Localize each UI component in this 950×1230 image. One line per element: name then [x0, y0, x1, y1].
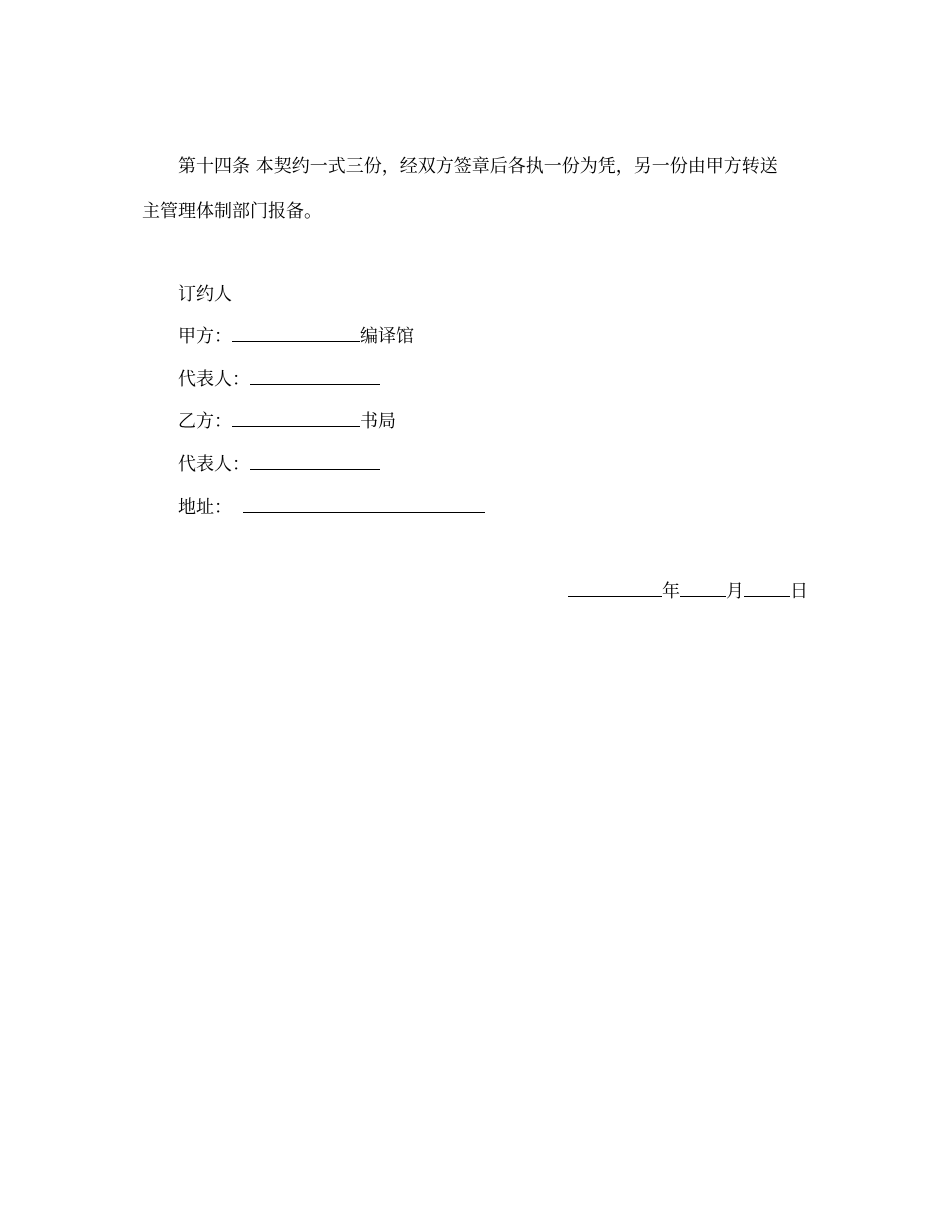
- party-b-label: 乙方：: [178, 411, 232, 432]
- signatories-heading: 订约人: [178, 284, 232, 305]
- year-label: 年: [662, 581, 680, 602]
- month-blank[interactable]: [680, 580, 726, 597]
- year-blank[interactable]: [568, 580, 662, 597]
- rep-b-label: 代表人：: [178, 454, 250, 475]
- rep-a-label: 代表人：: [178, 369, 250, 390]
- month-label: 月: [726, 581, 744, 602]
- rep-b-row: [178, 453, 380, 477]
- address-blank[interactable]: [243, 496, 485, 513]
- party-a-label: 甲方：: [178, 326, 232, 347]
- party-b-blank[interactable]: [232, 410, 360, 427]
- day-label: 日: [790, 581, 808, 602]
- party-a-row: [178, 325, 414, 349]
- party-b-row: [178, 410, 396, 434]
- address-row: [178, 496, 485, 520]
- rep-b-blank[interactable]: [250, 453, 380, 470]
- address-label: 地址：: [178, 497, 232, 518]
- party-b-suffix: 书局: [360, 411, 396, 432]
- day-blank[interactable]: [744, 580, 790, 597]
- rep-a-blank[interactable]: [250, 368, 380, 385]
- article-14-line-2: 主管理体制部门报备。: [142, 201, 322, 222]
- party-a-suffix: 编译馆: [360, 326, 414, 347]
- article-14-line-1: 第十四条 本契约一式三份，经双方签章后各执一份为凭，另一份由甲方转送: [178, 156, 778, 177]
- party-a-blank[interactable]: [232, 325, 360, 342]
- date-row: [568, 580, 808, 604]
- rep-a-row: [178, 368, 380, 392]
